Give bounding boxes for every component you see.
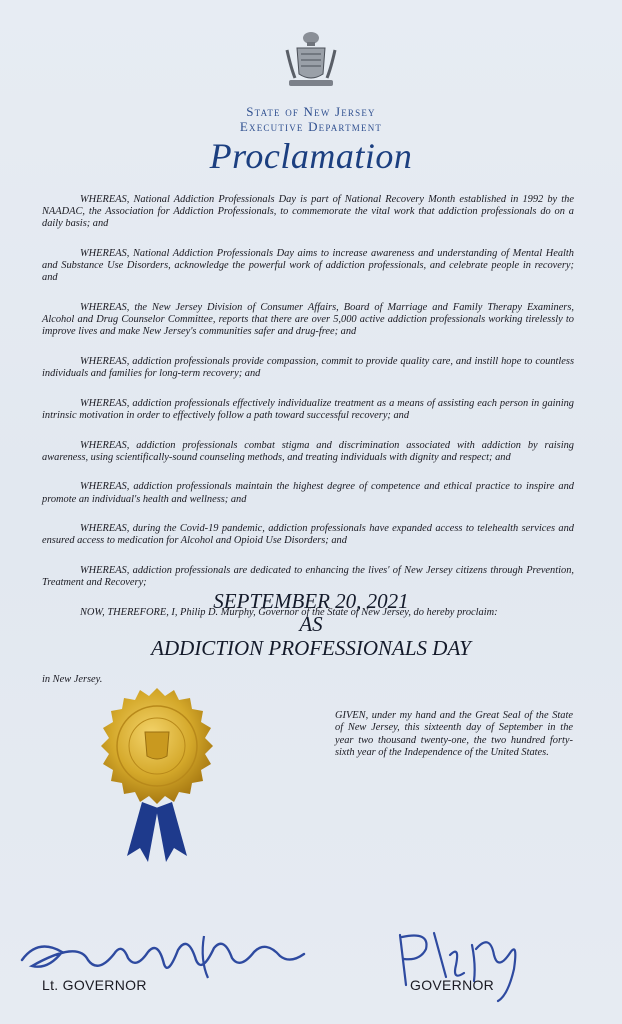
clause-2: WHEREAS, National Addiction Professionals Day aims to increase awareness and understanding of Mental Health and Substance Use Disorders, acknowledge the powerful work of addiction professionals, and celebrate people in recovery; and [42, 248, 574, 284]
clause-3: WHEREAS, the New Jersey Division of Consumer Affairs, Board of Marriage and Family Therapy Examiners, Alcohol and Drug Counselor Committee, reports that there are over 5,000 active addiction professionals working tirelessly to improve lives and make New Jersey's communities safer and drug-free; and [42, 302, 574, 338]
state-name: State of New Jersey [246, 104, 376, 119]
clause-5: WHEREAS, addiction professionals effectively individualize treatment as a means of assisting each person in gaining intrinsic motivation in order to effectively follow a path toward successful recovery; and [42, 397, 574, 421]
whereas-clauses [42, 194, 574, 619]
proclaimed-date: SEPTEMBER 20, 2021 [213, 589, 409, 613]
governor-signature-icon [390, 925, 530, 1005]
proclaimed-occasion: ADDICTION PROFESSIONALS DAY [151, 636, 471, 660]
proclaim-clause: NOW, THEREFORE, I, Philip D. Murphy, Governor of the State of New Jersey, do hereby proclaim: [80, 606, 498, 618]
lt-governor-label: Lt. GOVERNOR [42, 977, 147, 993]
clause-1: WHEREAS, National Addiction Professionals Day is part of National Recovery Month established in 1992 by the NAADAC, the Association for Addiction Professionals, to commemorate the vital work that addiction professionals do on a daily basis; and [42, 194, 574, 230]
clause-6: WHEREAS, addiction professionals combat stigma and discrimination associated with addiction by raising awareness, using scientifically-sound counseling methods, and treating individuals with dignity and respect; and [42, 439, 574, 463]
lt-governor-signature-icon [18, 930, 308, 980]
clause-7: WHEREAS, addiction professionals maintain the highest degree of competence and ethical practice to inspire and promote an individual's health and wellness; and [42, 481, 574, 505]
great-seal-icon [82, 684, 232, 864]
department-name: Executive Department [239, 119, 383, 134]
location-text: in New Jersey. [42, 674, 103, 685]
given-clause: GIVEN, under my hand and the Great Seal of the State of New Jersey, this sixteenth day of September in the year two thousand twenty-one, the two hundred forty-sixth year of the Independence of the United States. [335, 710, 573, 759]
governor-label: GOVERNOR [410, 977, 495, 993]
clause-9: WHEREAS, addiction professionals are dedicated to enhancing the lives' of New Jersey citizens through Prevention, Treatment and Recovery; [42, 564, 574, 589]
document-title: Proclamation [209, 136, 413, 176]
clause-4: WHEREAS, addiction professionals provide compassion, commit to provide quality care, and instill hope to countless individuals and families for long-term recovery; and [42, 356, 574, 380]
clause-8: WHEREAS, during the Covid-19 pandemic, addiction professionals have expanded access to telehealth services and ensured access to medication for Alcohol and Opioid Use Disorders; and [42, 523, 574, 547]
state-coat-of-arms-icon [283, 28, 339, 90]
proclaimed-as: AS [299, 612, 323, 636]
